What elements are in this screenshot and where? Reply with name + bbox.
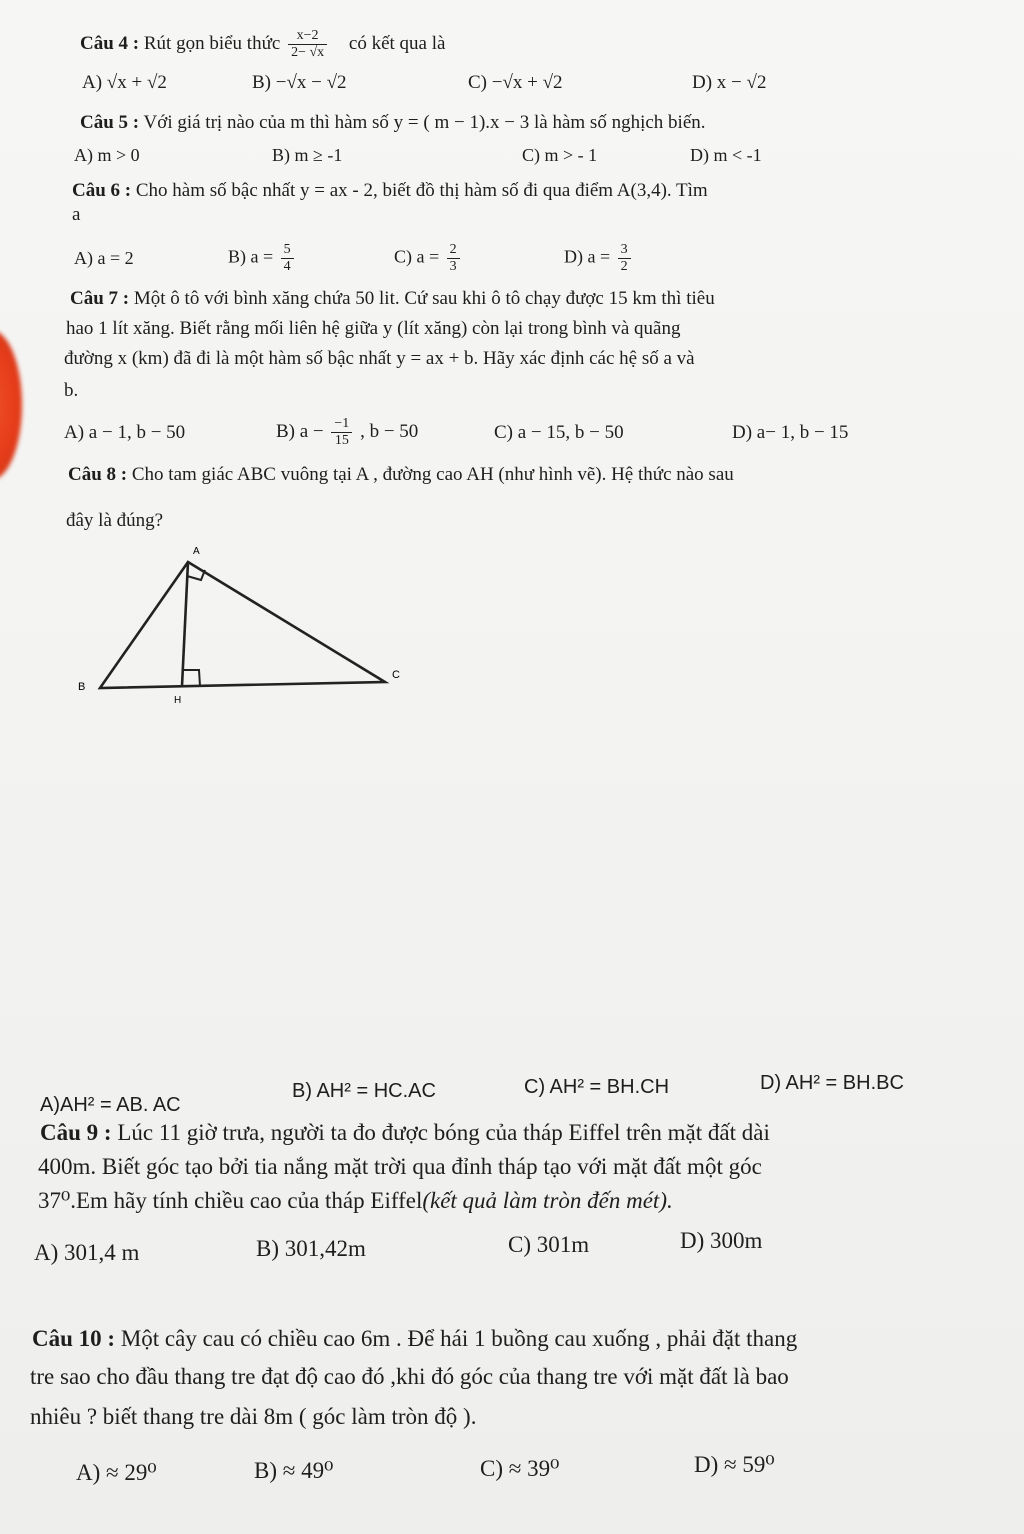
q7-stem <box>70 288 715 310</box>
q9-label: Câu 9 : <box>40 1120 112 1145</box>
q6-text: Cho hàm số bậc nhất y = ax - 2, biết đồ thị hàm số đi qua điểm A(3,4). Tìm <box>135 180 708 201</box>
q5-label: Câu 5 : <box>80 112 140 133</box>
q6-option-a-text: A) a = 2 <box>74 248 134 268</box>
q9-line3-note: (kết quả làm tròn đến mét). <box>422 1188 673 1213</box>
q9-option-a: A) 301,4 m <box>34 1240 140 1265</box>
right-angle-h <box>182 670 200 686</box>
q4-option-a: A) √x + √2 <box>82 72 167 93</box>
q6-option-b-num: 5 <box>281 242 294 259</box>
q7-option-a: A) a − 1, b − 50 <box>64 422 186 443</box>
q9-line1: Lúc 11 giờ trưa, người ta đo được bóng của tháp Eiffel trên mặt đất dài <box>117 1120 770 1145</box>
q6-option-d-prefix: D) a = <box>564 246 611 267</box>
q4-fraction <box>288 28 327 61</box>
q7-option-c: C) a − 15, b − 50 <box>494 422 624 443</box>
q7-option-b-den: 15 <box>334 433 349 448</box>
triangle-figure <box>60 540 420 710</box>
q7-option-b <box>276 416 418 449</box>
finger-thumb <box>0 330 22 480</box>
q6-option-d-den: 2 <box>620 259 628 274</box>
q5-stem <box>80 112 706 134</box>
q8-label: Câu 8 : <box>68 464 128 485</box>
q4-option-d: D) x − √2 <box>692 72 767 93</box>
q10-line1: Một cây cau có chiều cao 6m . Để hái 1 buồng cau xuống , phải đặt thang <box>120 1326 798 1351</box>
q6-option-a <box>74 248 134 269</box>
altitude-ah <box>182 562 188 686</box>
label-h: H <box>174 695 182 706</box>
q5-option-a: A) m > 0 <box>74 145 140 165</box>
q6-option-c-frac <box>447 242 460 275</box>
q8-stem <box>68 464 734 486</box>
q10-option-d: D) ≈ 59⁰ <box>694 1452 775 1477</box>
q4-option-b: B) −√x − √2 <box>252 72 347 93</box>
q6-option-d-frac <box>618 242 631 275</box>
q10-option-a: A) ≈ 29⁰ <box>76 1460 157 1485</box>
q7-label: Câu 7 : <box>70 288 130 309</box>
q8-option-a: A)AH² = AB. AC <box>40 1094 181 1116</box>
q4-frac-num: x−2 <box>288 28 327 45</box>
q6-option-b-den: 4 <box>283 259 291 274</box>
q7-option-d: D) a− 1, b − 15 <box>732 422 849 443</box>
q8-line1: Cho tam giác ABC vuông tại A , đường cao AH (như hình vẽ). Hệ thức nào sau <box>131 464 734 485</box>
q9-option-d: D) 300m <box>680 1228 763 1253</box>
q6-option-b-frac <box>281 242 294 275</box>
label-b: B <box>78 681 86 693</box>
q9-line2: 400m. Biết góc tạo bởi tia nắng mặt trời qua đỉnh tháp tạo với mặt đất một góc <box>38 1154 762 1179</box>
q5-text: Với giá trị nào của m thì hàm số y = ( m − 1).x − 3 là hàm số nghịch biến. <box>143 112 706 133</box>
q6-option-b-prefix: B) a = <box>228 246 274 267</box>
q10-line3: nhiêu ? biết thang tre dài 8m ( góc làm tròn độ ). <box>30 1404 477 1429</box>
q4-text: Rút gọn biểu thức <box>143 32 281 54</box>
q4-stem <box>80 28 445 61</box>
q4-suffix: có kết qua là <box>348 32 446 54</box>
q9-stem <box>40 1120 770 1146</box>
q10-label: Câu 10 : <box>32 1326 116 1351</box>
q6-option-c <box>394 242 463 275</box>
q9-line3 <box>38 1188 673 1214</box>
q6-option-b <box>228 242 297 275</box>
q7-line4: b. <box>64 380 79 401</box>
q7-line3: đường x (km) đã đi là một hàm số bậc nhất y = ax + b. Hãy xác định các hệ số a và <box>64 348 695 369</box>
label-c: C <box>392 669 400 681</box>
q6-option-d-num: 3 <box>618 242 631 259</box>
q10-line2: tre sao cho đầu thang tre đạt độ cao đó ,khi đó góc của thang tre với mặt đất là bao <box>30 1364 789 1389</box>
q7-option-b-num: −1 <box>331 416 352 433</box>
q6-stem-cont: a <box>72 204 81 225</box>
q5-option-c: C) m > - 1 <box>522 145 598 165</box>
q6-option-c-den: 3 <box>449 259 457 274</box>
q8-option-c: C) AH² = BH.CH <box>524 1076 670 1098</box>
q4-label: Câu 4 : <box>80 32 140 54</box>
q9-option-b: B) 301,42m <box>256 1236 366 1261</box>
triangle-abc <box>100 562 385 688</box>
q6-option-c-num: 2 <box>447 242 460 259</box>
q9-option-c: C) 301m <box>508 1232 590 1257</box>
q7-option-b-suffix: , b − 50 <box>360 420 419 442</box>
q6-stem <box>72 180 708 202</box>
q6-label: Câu 6 : <box>72 180 132 201</box>
q6-option-c-prefix: C) a = <box>394 246 440 267</box>
q10-option-c: C) ≈ 39⁰ <box>480 1456 560 1481</box>
q8-line2: đây là đúng? <box>66 510 164 531</box>
q5-option-b: B) m ≥ -1 <box>272 145 343 165</box>
q7-line2: hao 1 lít xăng. Biết rằng mối liên hệ giữa y (lít xăng) còn lại trong bình và quãng <box>66 318 681 339</box>
q4-option-c: C) −√x + √2 <box>468 72 563 93</box>
q7-line1: Một ô tô với bình xăng chứa 50 lit. Cứ sau khi ô tô chạy được 15 km thì tiêu <box>133 288 715 309</box>
q6-option-d <box>564 242 634 275</box>
q7-option-b-frac <box>331 416 352 449</box>
q8-option-b: B) AH² = HC.AC <box>292 1080 436 1102</box>
q10-option-b: B) ≈ 49⁰ <box>254 1458 334 1483</box>
q10-stem <box>32 1326 797 1352</box>
label-a: A <box>193 546 200 557</box>
q4-frac-den: 2− √x <box>291 45 325 60</box>
q8-option-d: D) AH² = BH.BC <box>760 1072 904 1094</box>
q5-option-d: D) m < -1 <box>690 145 762 165</box>
q9-line3-main: 37⁰.Em hãy tính chiều cao của tháp Eiffel <box>38 1188 423 1213</box>
q7-option-b-prefix: B) a − <box>276 420 324 442</box>
